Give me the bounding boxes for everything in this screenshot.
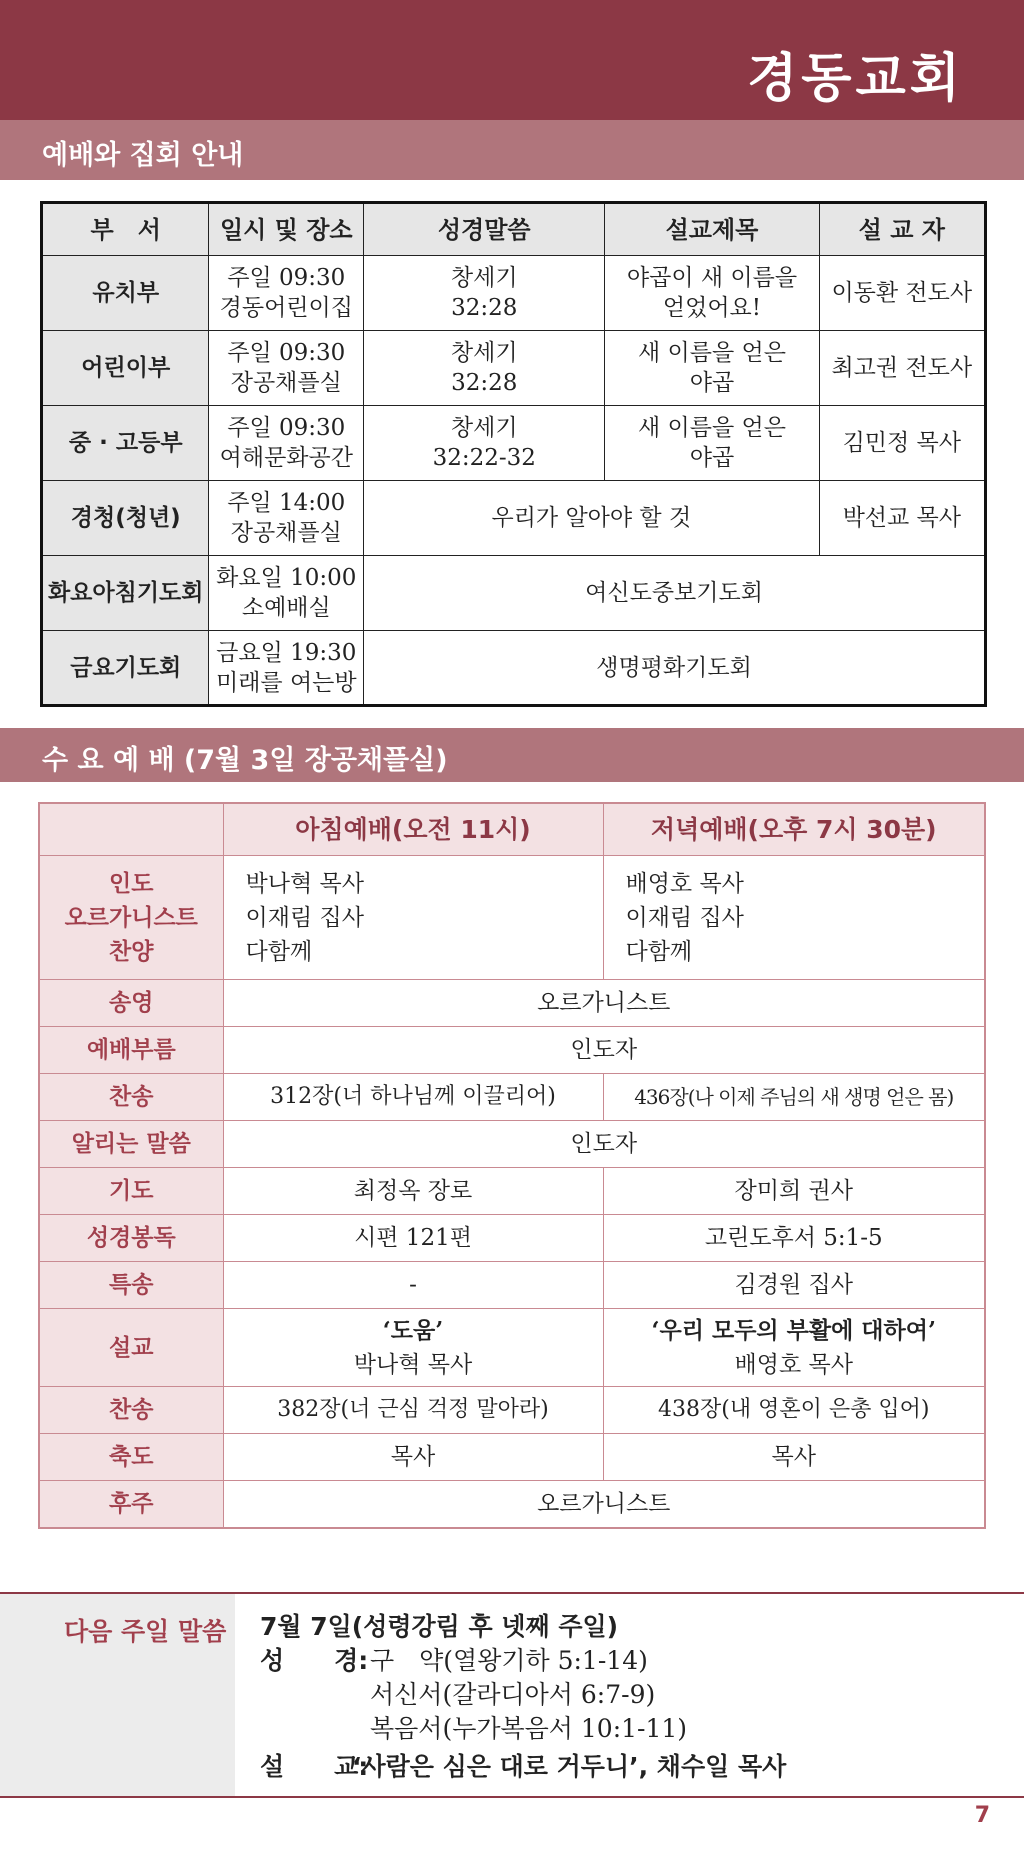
morning-cell: 시편 121편 <box>223 1215 603 1262</box>
row-label: 후주 <box>39 1481 223 1528</box>
worship-schedule-table <box>40 201 987 707</box>
sermon-title-line: 야곱이 새 이름을 <box>626 265 798 291</box>
sermon-title-line: 야곱 <box>689 370 735 396</box>
morning-cell: 최정옥 장로 <box>223 1168 603 1215</box>
dept-cell: 경청(청년) <box>42 481 209 556</box>
sermon-title: ‘도움’ <box>382 1316 444 1344</box>
table-row <box>39 1481 985 1528</box>
morning-cell: - <box>223 1262 603 1309</box>
preacher-cell: 최고권 전도사 <box>819 331 985 406</box>
table-row <box>39 1074 985 1121</box>
morning-cell: 312장(너 하나님께 이끌리어) <box>223 1074 603 1121</box>
table-row <box>39 1434 985 1481</box>
column-header: 부 서 <box>42 203 209 256</box>
evening-sermon-cell <box>603 1309 985 1387</box>
merged-cell: 인도자 <box>223 1027 985 1074</box>
merged-cell: 오르가니스트 <box>223 1481 985 1528</box>
place: 장공채플실 <box>230 370 342 396</box>
empty-header <box>39 803 223 856</box>
next-sunday-box <box>0 1592 1024 1798</box>
dept-cell: 중 · 고등부 <box>42 406 209 481</box>
sermon-label: 설 교: <box>260 1752 369 1781</box>
table-row <box>39 1262 985 1309</box>
scripture-book: 창세기 <box>450 415 518 441</box>
evening-cell: 목사 <box>603 1434 985 1481</box>
row-label: 찬송 <box>39 1074 223 1121</box>
time: 금요일 19:30 <box>216 639 357 666</box>
time-place-cell <box>209 631 364 706</box>
sermon-preacher: 배영호 목사 <box>734 1351 853 1378</box>
table-row <box>39 1387 985 1434</box>
time: 화요일 10:00 <box>216 565 357 591</box>
sermon-title-preacher: ‘사람은 심은 대로 거두니’, 채수일 목사 <box>352 1752 787 1781</box>
row-label: 기도 <box>39 1168 223 1215</box>
merged-content-cell: 생명평화기도회 <box>364 631 986 706</box>
scripture-verse: 32:28 <box>451 370 518 396</box>
time: 주일 09:30 <box>227 265 346 291</box>
scripture-book: 창세기 <box>450 340 518 366</box>
place: 경동어린이집 <box>219 295 353 321</box>
sermon-title-cell <box>605 406 819 481</box>
sermon-title-line: 새 이름을 얻은 <box>638 415 786 441</box>
next-sunday-label: 다음 주일 말씀 <box>64 1617 227 1646</box>
dept-cell: 금요기도회 <box>42 631 209 706</box>
preacher-cell: 박선교 목사 <box>819 481 985 556</box>
evening-cell: 436장(나 이제 주님의 새 생명 얻은 몸) <box>603 1074 985 1121</box>
scripture-label: 성 경: <box>260 1646 369 1675</box>
section-title-bar <box>0 728 1024 782</box>
scripture-cell <box>364 406 605 481</box>
dept-cell: 화요아침기도회 <box>42 556 209 631</box>
column-header: 설교제목 <box>605 203 819 256</box>
row-label-line: 오르가니스트 <box>64 904 198 931</box>
leader-name: 이재림 집사 <box>625 904 744 931</box>
time-place-cell <box>209 256 364 331</box>
table-row <box>42 556 986 631</box>
leader-name: 다함께 <box>625 938 693 965</box>
next-sunday-content <box>260 1610 787 1784</box>
sermon-title: ‘우리 모두의 부활에 대하여’ <box>651 1316 936 1344</box>
row-label: 송영 <box>39 980 223 1027</box>
dept-cell: 어린이부 <box>42 331 209 406</box>
morning-sermon-cell <box>223 1309 603 1387</box>
sermon-title-line: 얻었어요! <box>662 295 762 321</box>
place: 미래를 여는방 <box>215 669 357 696</box>
row-label: 성경봉독 <box>39 1215 223 1262</box>
row-label: 축도 <box>39 1434 223 1481</box>
sermon-title-line: 새 이름을 얻은 <box>638 340 786 366</box>
merged-cell: 오르가니스트 <box>223 980 985 1027</box>
table-row <box>39 1168 985 1215</box>
scripture-book: 창세기 <box>450 265 518 291</box>
table-row <box>42 631 986 706</box>
table-row <box>42 331 986 406</box>
next-sunday-label-panel <box>0 1594 235 1796</box>
leader-name: 박나혁 목사 <box>245 870 364 897</box>
evening-leaders-cell <box>603 856 985 980</box>
table-row <box>39 856 985 980</box>
preacher-cell: 김민정 목사 <box>819 406 985 481</box>
section-title: 예배와 집회 안내 <box>42 140 244 171</box>
morning-cell: 목사 <box>223 1434 603 1481</box>
table-row <box>39 1215 985 1262</box>
row-label: 특송 <box>39 1262 223 1309</box>
row-label: 예배부름 <box>39 1027 223 1074</box>
evening-cell: 장미희 권사 <box>603 1168 985 1215</box>
column-header: 성경말씀 <box>364 203 605 256</box>
evening-cell: 고린도후서 5:1-5 <box>603 1215 985 1262</box>
row-label: 찬송 <box>39 1387 223 1434</box>
table-header-row <box>42 203 986 256</box>
sermon-title-cell <box>605 331 819 406</box>
sermon-title-line: 야곱 <box>689 445 735 471</box>
time-place-cell <box>209 556 364 631</box>
header-bar <box>0 0 1024 120</box>
time: 주일 14:00 <box>227 490 346 516</box>
next-sunday-date: 7월 7일(성령강림 후 넷째 주일) <box>260 1612 619 1641</box>
scripture-verse: 32:28 <box>451 295 518 321</box>
place: 소예배실 <box>241 595 331 621</box>
row-label-line: 인도 <box>109 870 154 897</box>
morning-leaders-cell <box>223 856 603 980</box>
scripture-cell <box>364 256 605 331</box>
leader-name: 다함께 <box>245 938 313 965</box>
row-label: 설교 <box>39 1309 223 1387</box>
scripture-gospel: 복음서(누가복음서 10:1-11) <box>370 1714 688 1743</box>
row-label-line: 찬양 <box>109 938 154 965</box>
time-place-cell <box>209 481 364 556</box>
column-header: 아침예배(오전 11시) <box>223 803 603 856</box>
section-title: 수 요 예 배 (7월 3일 장공채플실) <box>42 745 448 776</box>
merged-content-cell: 우리가 알아야 할 것 <box>364 481 819 556</box>
scripture-cell <box>364 331 605 406</box>
evening-cell: 438장(내 영혼이 은총 입어) <box>603 1387 985 1434</box>
sermon-title-cell <box>605 256 819 331</box>
sermon-preacher: 박나혁 목사 <box>353 1351 473 1378</box>
scripture-line <box>260 1712 688 1746</box>
merged-content-cell: 여신도중보기도회 <box>364 556 986 631</box>
evening-cell: 김경원 집사 <box>603 1262 985 1309</box>
table-row <box>39 1309 985 1387</box>
church-logo: 경동교회 <box>747 48 964 109</box>
leader-name: 이재림 집사 <box>245 904 364 931</box>
time: 주일 09:30 <box>227 415 346 441</box>
morning-cell: 382장(너 근심 걱정 말아라) <box>223 1387 603 1434</box>
table-row <box>39 1027 985 1074</box>
wednesday-service-table <box>38 802 986 1529</box>
column-header: 저녁예배(오후 7시 30분) <box>603 803 985 856</box>
row-label <box>39 856 223 980</box>
scripture-verse: 32:22-32 <box>432 445 536 471</box>
merged-cell: 인도자 <box>223 1121 985 1168</box>
table-row <box>42 256 986 331</box>
sermon-line <box>260 1750 787 1784</box>
place: 여해문화공간 <box>219 445 353 471</box>
dept-cell: 유치부 <box>42 256 209 331</box>
column-header: 설 교 자 <box>819 203 985 256</box>
table-row <box>42 481 986 556</box>
section-title-bar <box>0 120 1024 180</box>
preacher-cell: 이동환 전도사 <box>819 256 985 331</box>
time-place-cell <box>209 406 364 481</box>
row-label: 알리는 말씀 <box>39 1121 223 1168</box>
scripture-epistle: 서신서(갈라디아서 6:7-9) <box>370 1680 656 1709</box>
scripture-ot: 구 약(열왕기하 5:1-14) <box>370 1646 648 1675</box>
column-header: 일시 및 장소 <box>209 203 364 256</box>
scripture-line <box>260 1644 648 1678</box>
scripture-line <box>260 1678 656 1712</box>
place: 장공채플실 <box>230 520 342 546</box>
time: 주일 09:30 <box>227 340 346 366</box>
time-place-cell <box>209 331 364 406</box>
table-row <box>42 406 986 481</box>
table-row <box>39 980 985 1027</box>
table-header-row <box>39 803 985 856</box>
leader-name: 배영호 목사 <box>625 870 744 897</box>
page-number: 7 <box>974 1803 990 1828</box>
table-row <box>39 1121 985 1168</box>
